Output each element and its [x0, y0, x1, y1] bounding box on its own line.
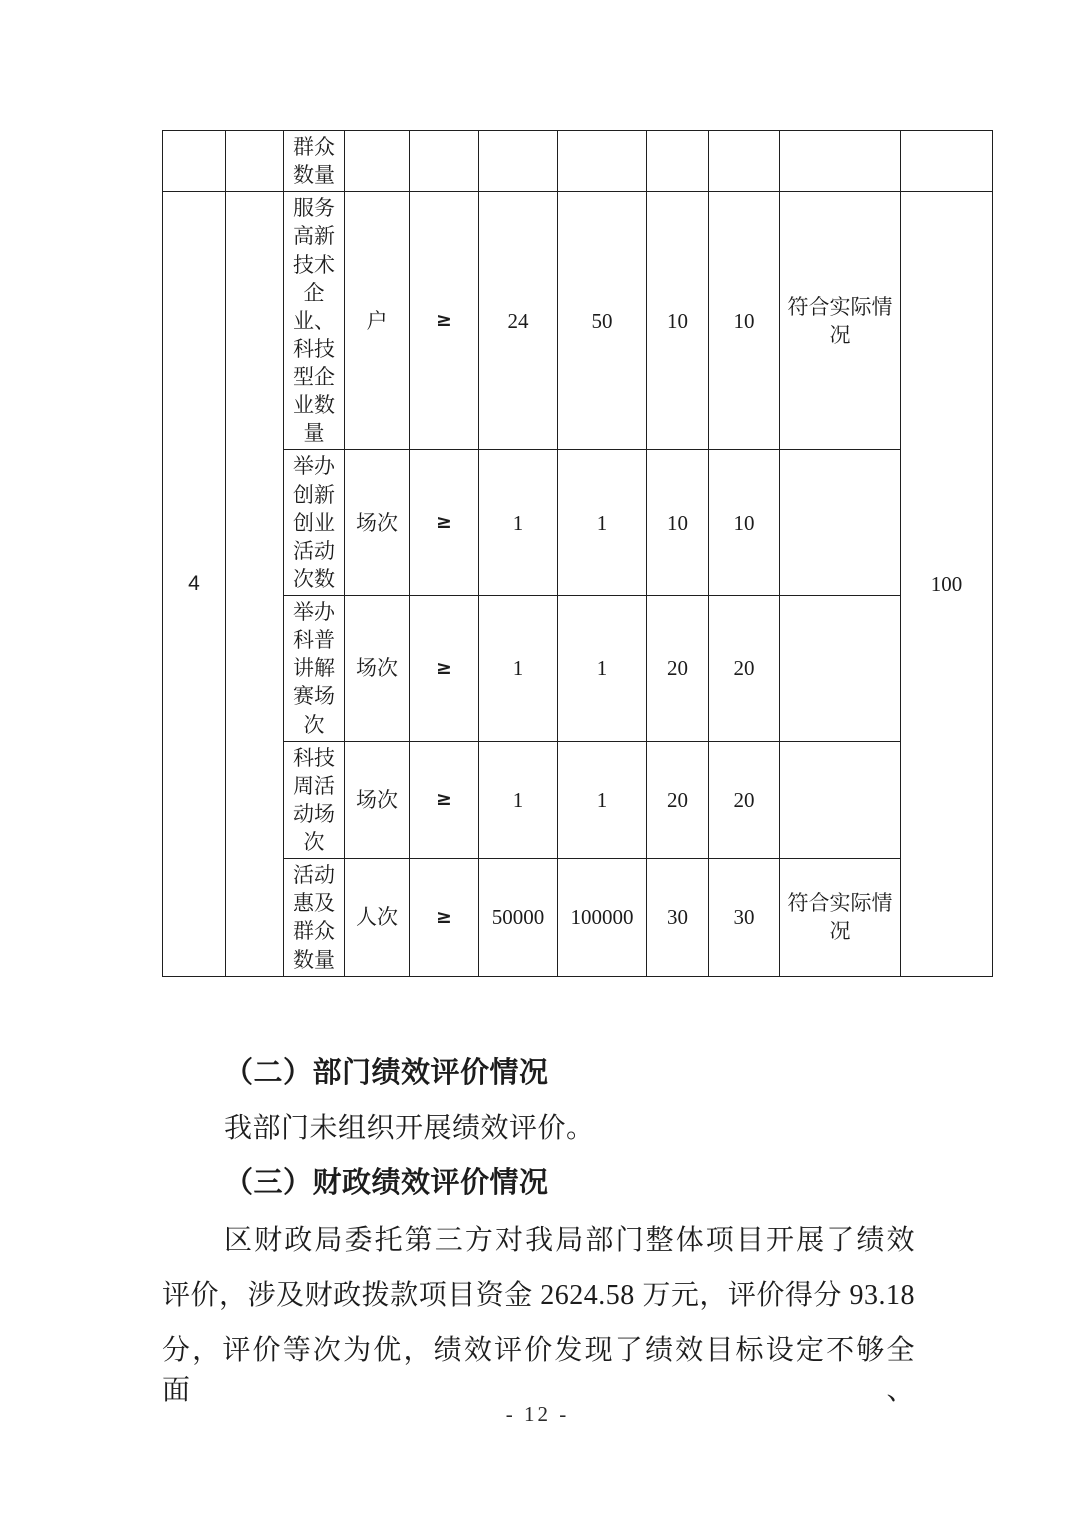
cell-weight: 30 — [647, 859, 709, 977]
cell-value: 1 — [479, 596, 558, 742]
cell-indicator: 活动惠及群众数量 — [284, 859, 345, 977]
cell-value: 50000 — [479, 859, 558, 977]
cell-remark — [780, 596, 901, 742]
indicator-row — [163, 859, 993, 977]
cell-unit: 人次 — [345, 859, 410, 977]
page-number: - 12 - — [505, 1402, 570, 1426]
indicator-row — [163, 741, 993, 859]
fiscal-paragraph-line-3: 分，评价等次为优，绩效评价发现了绩效目标设定不够全面、 — [162, 1335, 915, 1406]
cell-target: 100000 — [558, 859, 647, 977]
cell-operator: ≥ — [410, 741, 479, 859]
carryover-row — [163, 131, 993, 192]
cell-group-seq: 4 — [163, 192, 226, 976]
cell-group-project — [226, 192, 284, 976]
cell-project-carryover — [226, 131, 284, 192]
performance-indicators-table — [162, 130, 993, 977]
cell-value: 24 — [479, 192, 558, 450]
cell-target: 1 — [558, 741, 647, 859]
cell-target: 50 — [558, 192, 647, 450]
indicator-row — [163, 596, 993, 742]
cell-weight: 20 — [647, 741, 709, 859]
section-paragraph-department-evaluation: 我部门未组织开展绩效评价。 — [224, 1113, 595, 1144]
cell-value: 1 — [479, 741, 558, 859]
indicator-row — [163, 450, 993, 596]
cell-indicator: 举办创新创业活动次数 — [284, 450, 345, 596]
cell-remark: 符合实际情况 — [780, 859, 901, 977]
cell-unit-carryover — [345, 131, 410, 192]
cell-seq-carryover — [163, 131, 226, 192]
cell-operator: ≥ — [410, 859, 479, 977]
cell-indicator: 服务高新技术企业、科技型企业数量 — [284, 192, 345, 450]
cell-unit: 场次 — [345, 596, 410, 742]
indicator-row — [163, 192, 993, 450]
fiscal-paragraph-line-1: 区财政局委托第三方对我局部门整体项目开展了绩效 — [224, 1225, 915, 1256]
cell-total-carryover — [901, 131, 993, 192]
fiscal-paragraph-line-2: 评价，涉及财政拨款项目资金 2624.58 万元，评价得分 93.18 — [162, 1280, 915, 1311]
cell-weight: 20 — [647, 596, 709, 742]
cell-group-total-score: 100 — [901, 192, 993, 976]
cell-score: 30 — [709, 859, 780, 977]
cell-target: 1 — [558, 450, 647, 596]
cell-remark-carryover — [780, 131, 901, 192]
cell-unit: 场次 — [345, 741, 410, 859]
cell-weight: 10 — [647, 192, 709, 450]
cell-remark — [780, 450, 901, 596]
section-heading-fiscal-evaluation: （三）财政绩效评价情况 — [224, 1167, 549, 1199]
cell-weight-carryover — [647, 131, 709, 192]
cell-score: 20 — [709, 596, 780, 742]
cell-unit: 户 — [345, 192, 410, 450]
cell-indicator-carryover: 群众数量 — [284, 131, 345, 192]
section-heading-department-evaluation: （二）部门绩效评价情况 — [224, 1057, 549, 1089]
cell-score-carryover — [709, 131, 780, 192]
cell-operator: ≥ — [410, 596, 479, 742]
cell-score: 10 — [709, 450, 780, 596]
cell-target: 1 — [558, 596, 647, 742]
cell-remark: 符合实际情况 — [780, 192, 901, 450]
cell-score: 10 — [709, 192, 780, 450]
cell-weight: 10 — [647, 450, 709, 596]
cell-value: 1 — [479, 450, 558, 596]
cell-operator: ≥ — [410, 192, 479, 450]
cell-indicator: 举办科普讲解赛场次 — [284, 596, 345, 742]
cell-indicator: 科技周活动场次 — [284, 741, 345, 859]
cell-target-carryover — [558, 131, 647, 192]
cell-unit: 场次 — [345, 450, 410, 596]
cell-value-carryover — [479, 131, 558, 192]
cell-remark — [780, 741, 901, 859]
cell-operator: ≥ — [410, 450, 479, 596]
cell-score: 20 — [709, 741, 780, 859]
cell-operator-carryover — [410, 131, 479, 192]
